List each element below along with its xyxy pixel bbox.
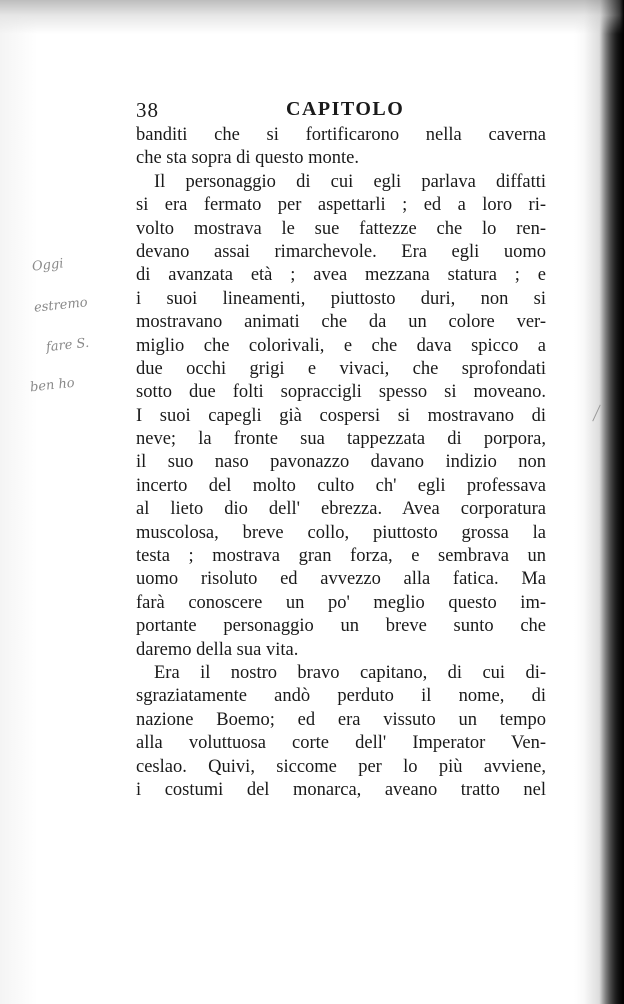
text-line: Era il nostro bravo capitano, di cui di- (154, 662, 546, 683)
text-line: il suo naso pavonazzo davano indizio non (136, 452, 546, 473)
text-line: uomo risoluto ed avvezzo alla fatica. Ma (136, 569, 546, 590)
text-line: volto mostrava le sue fattezze che lo ren- (136, 218, 546, 239)
page-number: 38 (136, 98, 159, 122)
handwritten-margin-notes (28, 258, 138, 408)
text-line: Il personaggio di cui egli parlava diffatti (154, 171, 546, 192)
margin-note: estremo (33, 295, 89, 316)
text-line: mostravano animati che da un colore ver- (136, 312, 546, 333)
text-line: sotto due folti sopraccigli spesso si moveano. (136, 382, 546, 403)
text-line: neve; la fronte sua tappezzata di porpora, (136, 429, 546, 450)
margin-note: Oggi (31, 256, 65, 275)
text-line: i costumi del monarca, aveano tratto nel (136, 779, 546, 800)
text-line: sgraziatamente andò perduto il nome, di (136, 686, 546, 707)
body-text (136, 124, 546, 802)
page-top-edge-shadow (0, 0, 624, 34)
text-line: i suoi lineamenti, piuttosto duri, non si (136, 288, 546, 309)
text-line: banditi che si fortificarono nella caverna (136, 125, 546, 145)
text-line: ceslao. Quivi, siccome per lo più avviene, (136, 756, 546, 777)
text-line: che sta sopra di questo monte. (136, 148, 359, 169)
text-line: nazione Boemo; ed era vissuto un tempo (136, 709, 546, 730)
text-line: portante personaggio un breve sunto che (136, 616, 546, 637)
text-line: daremo della sua vita. (136, 639, 299, 660)
text-line: testa ; mostrava gran forza, e sembrava un (136, 546, 546, 567)
text-line: si era fermato per aspettarli ; ed a loro ri- (136, 195, 546, 216)
text-line: al lieto dio dell' ebrezza. Avea corporatura (136, 499, 546, 520)
text-line: devano assai rimarchevole. Era egli uomo (136, 241, 546, 262)
margin-note: fare S. (45, 335, 90, 356)
text-line: muscolosa, breve collo, piuttosto grossa la (136, 522, 546, 543)
page-header (136, 98, 546, 124)
margin-note: ben ho (29, 375, 76, 396)
text-line: farà conoscere un po' meglio questo im- (136, 592, 546, 613)
page-gutter-shadow (584, 0, 624, 1004)
text-line: alla voluttuosa corte dell' Imperator Ven- (136, 733, 546, 754)
running-head: CAPITOLO (286, 98, 405, 120)
text-line: di avanzata età ; avea mezzana statura ; e (136, 265, 546, 286)
text-line: miglio che colorivali, e che dava spicco a (136, 335, 546, 356)
text-line: due occhi grigi e vivaci, che sprofondati (136, 358, 546, 379)
text-line: I suoi capegli già cospersi si mostravano di (136, 405, 546, 426)
text-line: incerto del molto culto ch' egli professava (136, 475, 546, 496)
